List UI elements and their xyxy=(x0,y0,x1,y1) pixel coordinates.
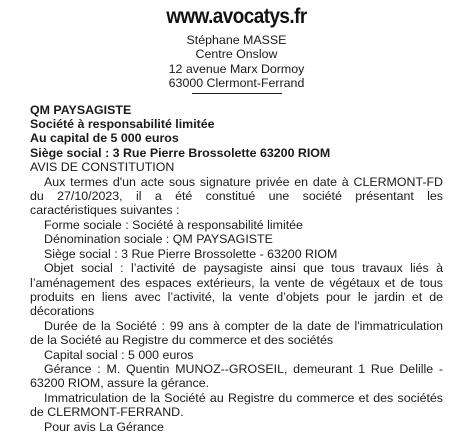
seat-line: Siège social : 3 Rue Pierre Brossolette - 63200 RIOM xyxy=(44,246,338,261)
capital-line: Capital social : 5 000 euros xyxy=(44,347,194,362)
duration-paragraph: Durée de la Société : 99 ans à compter de la date de l'immatriculation de la Société au Registre du commerce et des sociétés xyxy=(30,318,443,348)
company-name: QM PAYSAGISTE xyxy=(30,102,132,117)
constitution-notice xyxy=(30,103,443,434)
lawyer-address-block xyxy=(30,33,443,91)
registration-paragraph: Immatriculation de la Société au Registre du commerce et des sociétés de CLERMONT-FERRAND. xyxy=(30,390,443,420)
lawyer-name: Stéphane MASSE xyxy=(186,33,287,47)
seat-heading: Siège social : 3 Rue Pierre Brossolette 63200 RIOM xyxy=(30,145,331,160)
notice-title: AVIS DE CONSTITUTION xyxy=(30,160,175,175)
office-name: Centre Onslow xyxy=(195,47,278,62)
separator-rule xyxy=(192,93,282,94)
company-type: Société à responsabilité limitée xyxy=(30,117,215,132)
website-brand: www.avocatys.fr xyxy=(166,5,307,28)
intro-paragraph: Aux termes d'un acte sous signature privée en date à CLERMONT-FD du 27/10/2023, il a été constitué une société présentant les caractéristiques suivantes : xyxy=(30,174,443,218)
management-paragraph: Gérance : M. Quentin MUNOZ--GROSEIL, demeurant 1 Rue Delille - 63200 RIOM, assure la gérance. xyxy=(30,361,443,391)
street-address: 12 avenue Marx Dormoy xyxy=(168,61,305,76)
capital-heading: Au capital de 5 000 euros xyxy=(30,131,179,146)
form-line: Forme sociale : Société à responsabilité limitée xyxy=(44,217,303,232)
object-paragraph: Objet social : l’activité de paysagiste ainsi que tous travaux liés à l’aménagement des espaces extérieurs, la vente de végétaux et de tous produits en liens avec l’activité, la vente d’objets pour le jardin et de décorations xyxy=(30,261,443,319)
closing-line: Pour avis La Gérance xyxy=(44,419,164,434)
denomination-line: Dénomination sociale : QM PAYSAGISTE xyxy=(44,232,273,247)
city-postcode: 63000 Clermont-Ferrand xyxy=(168,76,305,91)
